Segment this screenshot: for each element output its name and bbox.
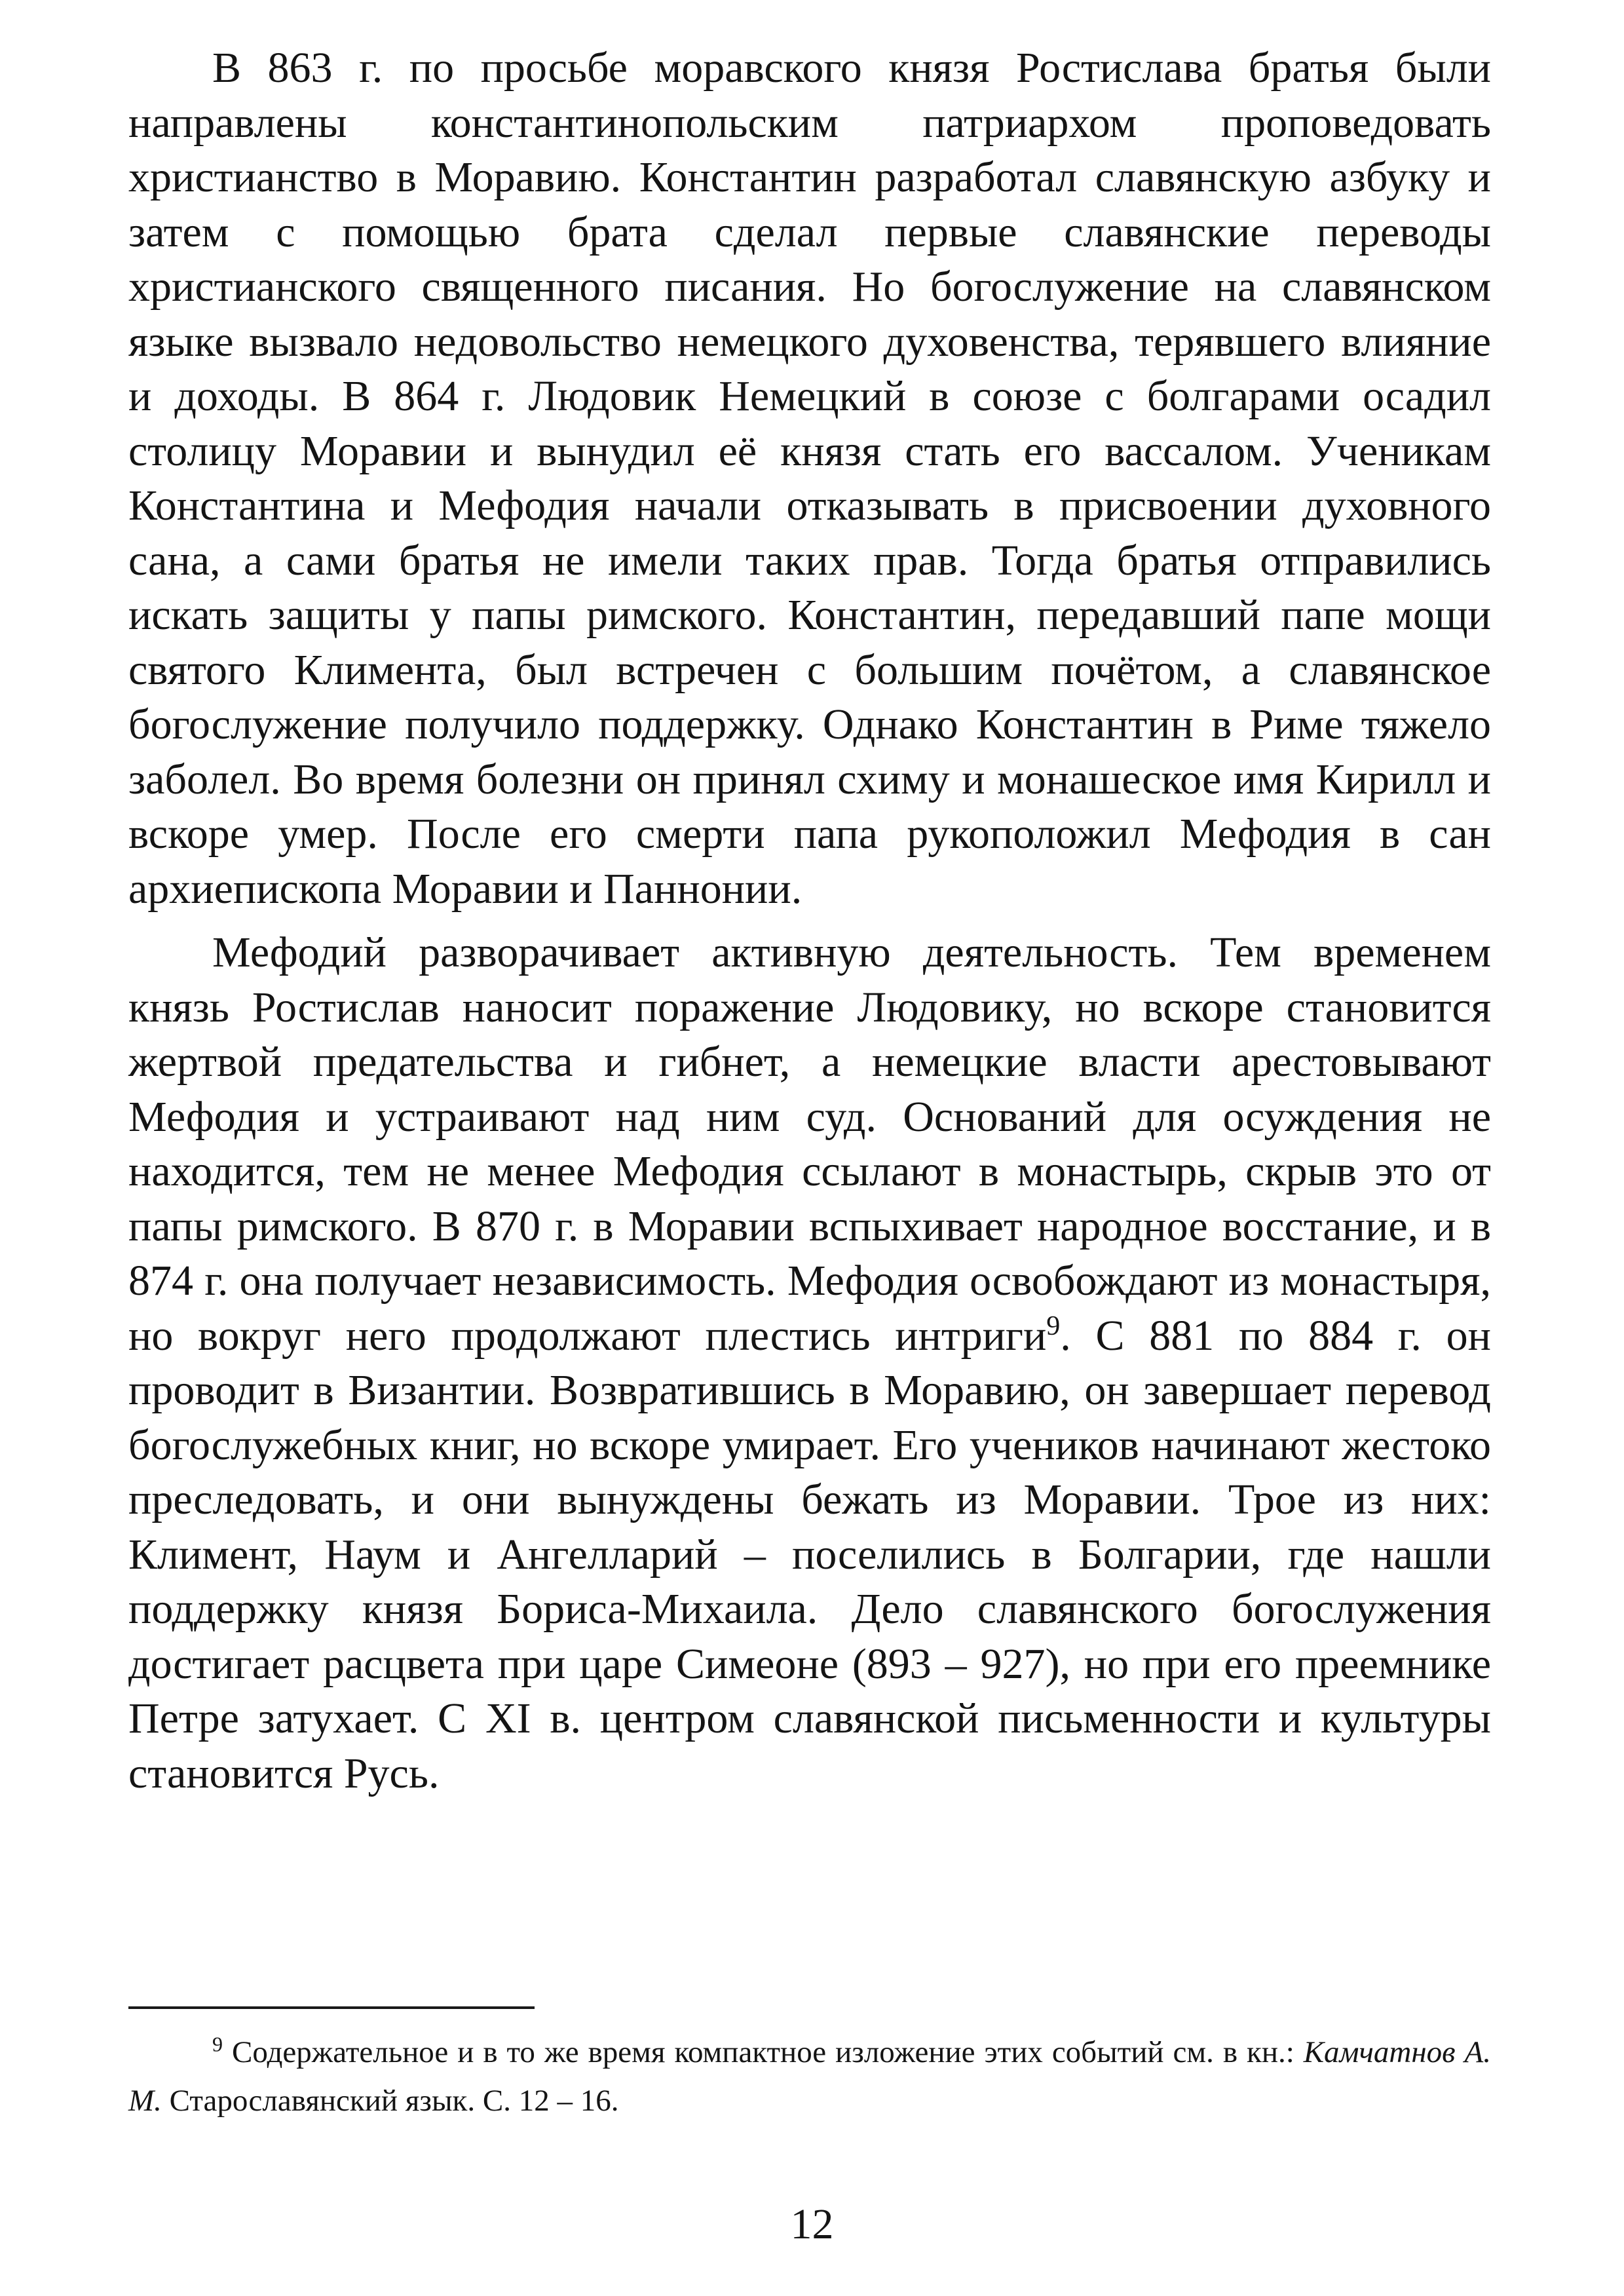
footnote (128, 2028, 1491, 2125)
page-number: 12 (790, 2200, 834, 2248)
footnote-text: Содержательное и в то же время компактное изложение этих событий см. в кн.: (223, 2035, 1304, 2069)
paragraph-2-text-end: . С 881 по 884 г. он проводит в Византии. Возвратившись в Моравию, он завершает перевод богослужебных книг, но вскоре умирает. Его учеников начинают жестоко преследовать, и они вынуждены бежать из Моравии. Трое из них: Климент, Наум и Ангелларий – поселились в Болгарии, где нашли поддержку князя Бориса-Михаила. Дело славянского богослужения достигает расцвета при царе Симеоне (893 – 927), но при его преемнике Петре затухает. С XI в. центром славянской письменности и культуры становится Русь. (128, 1311, 1491, 1797)
footnote-separator (128, 2006, 535, 2009)
footnote-source: Старославянский язык. С. 12 – 16. (161, 2084, 619, 2118)
footnote-reference[interactable]: 9 (1046, 1311, 1061, 1341)
footnote-author: Камчатнов А. М. (128, 2035, 1491, 2118)
body-paragraph-2 (128, 925, 1491, 1801)
paragraph-2-text-start: Мефодий разворачивает активную деятельность. Тем временем князь Ростислав наносит поражение Людовику, но вскоре становится жертвой предательства и гибнет, а немецкие власти арестовывают Мефодия и устраивают над ним суд. Оснований для осуждения не находится, тем не менее Мефодия ссылают в монастырь, скрыв это от папы римского. В 870 г. в Моравии вспыхивает народное восстание, и в 874 г. она получает независимость. Мефодия освобождают из монастыря, но вокруг него продолжают плестись интриги (128, 928, 1491, 1360)
document-page (128, 41, 1491, 1801)
footnote-number: 9 (212, 2032, 223, 2056)
body-paragraph-1: В 863 г. по просьбе моравского князя Ростислава братья были направлены константинопольским патриархом проповедовать христианство в Моравию. Константин разработал славянскую азбуку и затем с помощью брата сделал первые славянские переводы христианского священного писания. Но богослужение на славянском языке вызвало недовольство немецкого духовенства, терявшего влияние и доходы. В 864 г. Людовик Немецкий в союзе с болгарами осадил столицу Моравии и вынудил её князя стать его вассалом. Ученикам Константина и Мефодия начали отказывать в присвоении духовного сана, а сами братья не имели таких прав. Тогда братья отправились искать защиты у папы римского. Константин, передавший папе мощи святого Климента, был встречен с большим почётом, а славянское богослужение получило поддержку. Однако Константин в Риме тяжело заболел. Во время болезни он принял схиму и монашеское имя Кирилл и вскоре умер. После его смерти папа рукоположил Мефодия в сан архиепископа Моравии и Паннонии. (128, 44, 1491, 913)
